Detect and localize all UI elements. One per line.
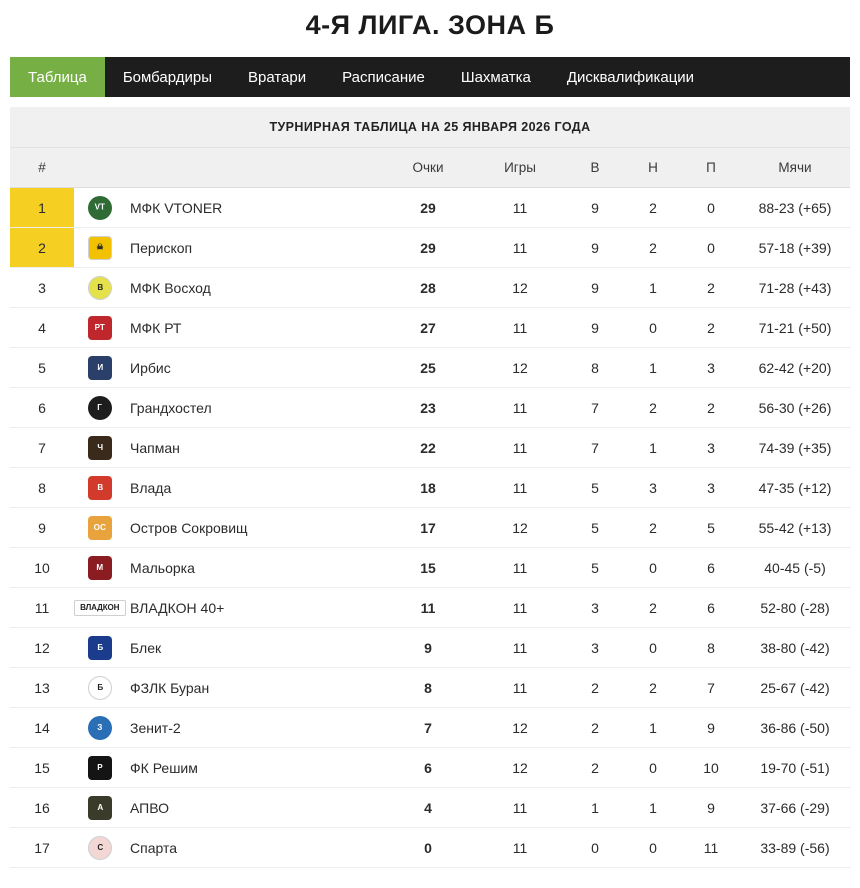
row-team[interactable]: [126, 388, 382, 428]
row-draws: 2: [624, 588, 682, 628]
header-rank[interactable]: #: [10, 148, 74, 188]
spacer: [0, 97, 860, 107]
club-crest-icon: [74, 828, 126, 868]
club-crest-icon: [74, 548, 126, 588]
header-points[interactable]: Очки: [382, 148, 474, 188]
team-name-label: Ирбис: [130, 359, 171, 376]
row-games: 12: [474, 508, 566, 548]
club-crest-icon: [74, 188, 126, 228]
row-rank: 12: [10, 628, 74, 668]
row-draws: 2: [624, 668, 682, 708]
row-goals: 25-67 (-42): [740, 668, 850, 708]
row-points: 11: [382, 588, 474, 628]
row-games: 11: [474, 308, 566, 348]
club-crest-icon: [74, 668, 126, 708]
tab-label: Бомбардиры: [122, 68, 213, 86]
row-losses: 3: [682, 348, 740, 388]
row-team[interactable]: [126, 228, 382, 268]
row-games: 11: [474, 628, 566, 668]
row-losses: 9: [682, 708, 740, 748]
header-logo: [74, 148, 126, 188]
row-losses: 6: [682, 588, 740, 628]
row-wins: 2: [566, 668, 624, 708]
club-crest-icon: [74, 268, 126, 308]
header-losses[interactable]: П: [682, 148, 740, 188]
row-wins: 5: [566, 548, 624, 588]
row-goals: 19-70 (-51): [740, 748, 850, 788]
club-crest-icon: [74, 308, 126, 348]
row-points: 18: [382, 468, 474, 508]
crest-label: ОС: [93, 522, 107, 532]
table-row[interactable]: [10, 628, 850, 668]
row-goals: 71-21 (+50): [740, 308, 850, 348]
row-wins: 5: [566, 468, 624, 508]
row-games: 11: [474, 468, 566, 508]
row-losses: 0: [682, 228, 740, 268]
club-crest-icon: [74, 388, 126, 428]
crest-label: Р: [97, 762, 103, 772]
row-rank: 11: [10, 588, 74, 628]
tab-2[interactable]: [230, 57, 324, 97]
club-crest-icon: [74, 348, 126, 388]
row-goals: 37-66 (-29): [740, 788, 850, 828]
row-rank: 10: [10, 548, 74, 588]
row-wins: 8: [566, 348, 624, 388]
row-losses: 9: [682, 788, 740, 828]
row-goals: 52-80 (-28): [740, 588, 850, 628]
team-name-label: ФК Решим: [130, 759, 198, 776]
crest-label: С: [97, 842, 103, 852]
row-losses: 7: [682, 668, 740, 708]
row-losses: 5: [682, 508, 740, 548]
row-wins: 7: [566, 388, 624, 428]
club-crest-icon: [74, 428, 126, 468]
row-wins: 1: [566, 788, 624, 828]
club-crest-icon: [74, 468, 126, 508]
tab-0[interactable]: [10, 57, 105, 97]
table-row[interactable]: [10, 508, 850, 548]
header-wins[interactable]: В: [566, 148, 624, 188]
row-points: 7: [382, 708, 474, 748]
row-draws: 0: [624, 748, 682, 788]
tab-bar: [10, 57, 850, 97]
header-team: [126, 148, 382, 188]
row-draws: 2: [624, 508, 682, 548]
team-name-label: Остров Сокровищ: [130, 519, 248, 536]
club-crest-icon: [74, 708, 126, 748]
club-crest-icon: [74, 588, 126, 628]
crest-label: А: [97, 802, 103, 812]
row-draws: 1: [624, 708, 682, 748]
table-row[interactable]: [10, 228, 850, 268]
club-crest-icon: [74, 628, 126, 668]
crest-label: РТ: [94, 322, 106, 332]
row-wins: 3: [566, 628, 624, 668]
row-rank: 8: [10, 468, 74, 508]
row-goals: 40-45 (-5): [740, 548, 850, 588]
table-row[interactable]: [10, 308, 850, 348]
crest-label: Ч: [97, 442, 103, 452]
row-games: 12: [474, 748, 566, 788]
crest-label: М: [96, 562, 104, 572]
row-points: 8: [382, 668, 474, 708]
crest-label: ☠: [96, 242, 104, 252]
team-name-label: ВЛАДКОН 40+: [130, 599, 225, 616]
crest-label: Б: [97, 682, 103, 692]
crest-label: Б: [97, 642, 103, 652]
table-row[interactable]: [10, 748, 850, 788]
header-games[interactable]: Игры: [474, 148, 566, 188]
team-name-label: МФК РТ: [130, 319, 182, 336]
row-wins: 5: [566, 508, 624, 548]
row-draws: 1: [624, 788, 682, 828]
row-games: 12: [474, 708, 566, 748]
row-draws: 0: [624, 548, 682, 588]
row-draws: 1: [624, 268, 682, 308]
crest-label: ВЛАДКОН: [80, 602, 120, 612]
crest-label: Г: [97, 402, 103, 412]
row-rank: 2: [10, 228, 74, 268]
table-row[interactable]: [10, 708, 850, 748]
row-losses: 2: [682, 388, 740, 428]
row-games: 11: [474, 188, 566, 228]
row-wins: 3: [566, 588, 624, 628]
row-goals: 47-35 (+12): [740, 468, 850, 508]
row-losses: 3: [682, 428, 740, 468]
table-body: [10, 188, 850, 868]
row-goals: 36-86 (-50): [740, 708, 850, 748]
crest-label: И: [97, 362, 103, 372]
row-goals: 62-42 (+20): [740, 348, 850, 388]
table-row[interactable]: [10, 348, 850, 388]
team-name-label: Мальорка: [130, 559, 195, 576]
row-team[interactable]: [126, 748, 382, 788]
row-wins: 9: [566, 268, 624, 308]
row-rank: 15: [10, 748, 74, 788]
team-name-label: Чапман: [130, 439, 180, 456]
tab-4[interactable]: [443, 57, 549, 97]
row-losses: 0: [682, 188, 740, 228]
row-points: 29: [382, 228, 474, 268]
row-losses: 2: [682, 308, 740, 348]
row-goals: 71-28 (+43): [740, 268, 850, 308]
row-goals: 38-80 (-42): [740, 628, 850, 668]
row-draws: 3: [624, 468, 682, 508]
tab-label: Шахматка: [460, 68, 531, 86]
row-team[interactable]: [126, 668, 382, 708]
team-name-label: Влада: [130, 479, 172, 496]
table-row[interactable]: [10, 588, 850, 628]
row-goals: 74-39 (+35): [740, 428, 850, 468]
tab-3[interactable]: [324, 57, 443, 97]
row-points: 28: [382, 268, 474, 308]
row-games: 11: [474, 588, 566, 628]
tab-label: Дисквалификации: [566, 68, 695, 86]
crest-label: VT: [94, 202, 106, 212]
row-goals: 57-18 (+39): [740, 228, 850, 268]
row-games: 11: [474, 788, 566, 828]
row-draws: 0: [624, 828, 682, 868]
club-crest-icon: [74, 228, 126, 268]
row-team[interactable]: [126, 708, 382, 748]
team-name-label: Перископ: [130, 239, 193, 256]
row-points: 22: [382, 428, 474, 468]
row-losses: 11: [682, 828, 740, 868]
tab-label: Расписание: [342, 68, 425, 86]
table-row[interactable]: [10, 668, 850, 708]
table-header-row: [10, 148, 850, 188]
row-points: 9: [382, 628, 474, 668]
row-rank: 9: [10, 508, 74, 548]
row-points: 29: [382, 188, 474, 228]
row-draws: 0: [624, 308, 682, 348]
standings-table: [10, 148, 850, 868]
row-wins: 9: [566, 188, 624, 228]
row-points: 17: [382, 508, 474, 548]
row-wins: 2: [566, 748, 624, 788]
row-team[interactable]: [126, 268, 382, 308]
table-row[interactable]: [10, 268, 850, 308]
crest-label: В: [97, 282, 103, 292]
team-name-label: ФЗЛК Буран: [130, 679, 210, 696]
club-crest-icon: [74, 788, 126, 828]
row-wins: 7: [566, 428, 624, 468]
row-draws: 2: [624, 388, 682, 428]
row-goals: 55-42 (+13): [740, 508, 850, 548]
table-row[interactable]: [10, 468, 850, 508]
row-wins: 9: [566, 308, 624, 348]
row-team[interactable]: [126, 508, 382, 548]
row-rank: 6: [10, 388, 74, 428]
tab-label: Таблица: [28, 68, 87, 86]
row-losses: 2: [682, 268, 740, 308]
row-rank: 7: [10, 428, 74, 468]
row-games: 11: [474, 828, 566, 868]
team-name-label: АПВО: [130, 799, 170, 816]
row-team[interactable]: [126, 188, 382, 228]
row-rank: 16: [10, 788, 74, 828]
row-games: 12: [474, 268, 566, 308]
team-name-label: Грандхостел: [130, 399, 212, 416]
team-name-label: МФК VTONER: [130, 199, 223, 216]
row-points: 15: [382, 548, 474, 588]
table-row[interactable]: [10, 828, 850, 868]
row-goals: 88-23 (+65): [740, 188, 850, 228]
row-rank: 5: [10, 348, 74, 388]
row-points: 4: [382, 788, 474, 828]
table-row[interactable]: [10, 388, 850, 428]
row-games: 11: [474, 548, 566, 588]
row-draws: 0: [624, 628, 682, 668]
row-games: 11: [474, 668, 566, 708]
row-rank: 4: [10, 308, 74, 348]
row-rank: 14: [10, 708, 74, 748]
row-games: 11: [474, 228, 566, 268]
row-draws: 1: [624, 428, 682, 468]
row-games: 11: [474, 388, 566, 428]
team-name-label: Спарта: [130, 839, 177, 856]
header-goals[interactable]: Мячи: [740, 148, 850, 188]
row-team[interactable]: [126, 828, 382, 868]
row-losses: 8: [682, 628, 740, 668]
team-name-label: МФК Восход: [130, 279, 211, 296]
row-rank: 3: [10, 268, 74, 308]
row-points: 6: [382, 748, 474, 788]
row-rank: 17: [10, 828, 74, 868]
row-games: 11: [474, 428, 566, 468]
row-team[interactable]: [126, 428, 382, 468]
row-rank: 1: [10, 188, 74, 228]
row-wins: 2: [566, 708, 624, 748]
tab-1[interactable]: [105, 57, 230, 97]
row-points: 25: [382, 348, 474, 388]
row-team[interactable]: [126, 628, 382, 668]
row-goals: 33-89 (-56): [740, 828, 850, 868]
table-caption: ТУРНИРНАЯ ТАБЛИЦА НА 25 ЯНВАРЯ 2026 ГОДА: [10, 107, 850, 148]
crest-label: З: [97, 722, 103, 732]
team-name-label: Зенит-2: [130, 719, 181, 736]
club-crest-icon: [74, 508, 126, 548]
tab-label: Вратари: [248, 68, 307, 86]
row-team[interactable]: [126, 788, 382, 828]
row-points: 27: [382, 308, 474, 348]
row-team[interactable]: [126, 588, 382, 628]
header-draws[interactable]: Н: [624, 148, 682, 188]
table-head: [10, 148, 850, 188]
row-draws: 2: [624, 188, 682, 228]
table-row[interactable]: [10, 188, 850, 228]
tab-5[interactable]: [549, 57, 712, 97]
row-team[interactable]: [126, 348, 382, 388]
row-goals: 56-30 (+26): [740, 388, 850, 428]
row-losses: 10: [682, 748, 740, 788]
team-name-label: Блек: [130, 639, 162, 656]
row-team[interactable]: [126, 468, 382, 508]
row-wins: 0: [566, 828, 624, 868]
row-rank: 13: [10, 668, 74, 708]
row-wins: 9: [566, 228, 624, 268]
table-row[interactable]: [10, 548, 850, 588]
club-crest-icon: [74, 748, 126, 788]
row-team[interactable]: [126, 548, 382, 588]
row-games: 12: [474, 348, 566, 388]
row-losses: 6: [682, 548, 740, 588]
row-points: 23: [382, 388, 474, 428]
row-points: 0: [382, 828, 474, 868]
row-draws: 2: [624, 228, 682, 268]
table-row[interactable]: [10, 788, 850, 828]
row-draws: 1: [624, 348, 682, 388]
table-row[interactable]: [10, 428, 850, 468]
page-title: 4-Я ЛИГА. ЗОНА Б: [305, 10, 555, 40]
row-losses: 3: [682, 468, 740, 508]
crest-label: В: [97, 482, 103, 492]
row-team[interactable]: [126, 308, 382, 348]
